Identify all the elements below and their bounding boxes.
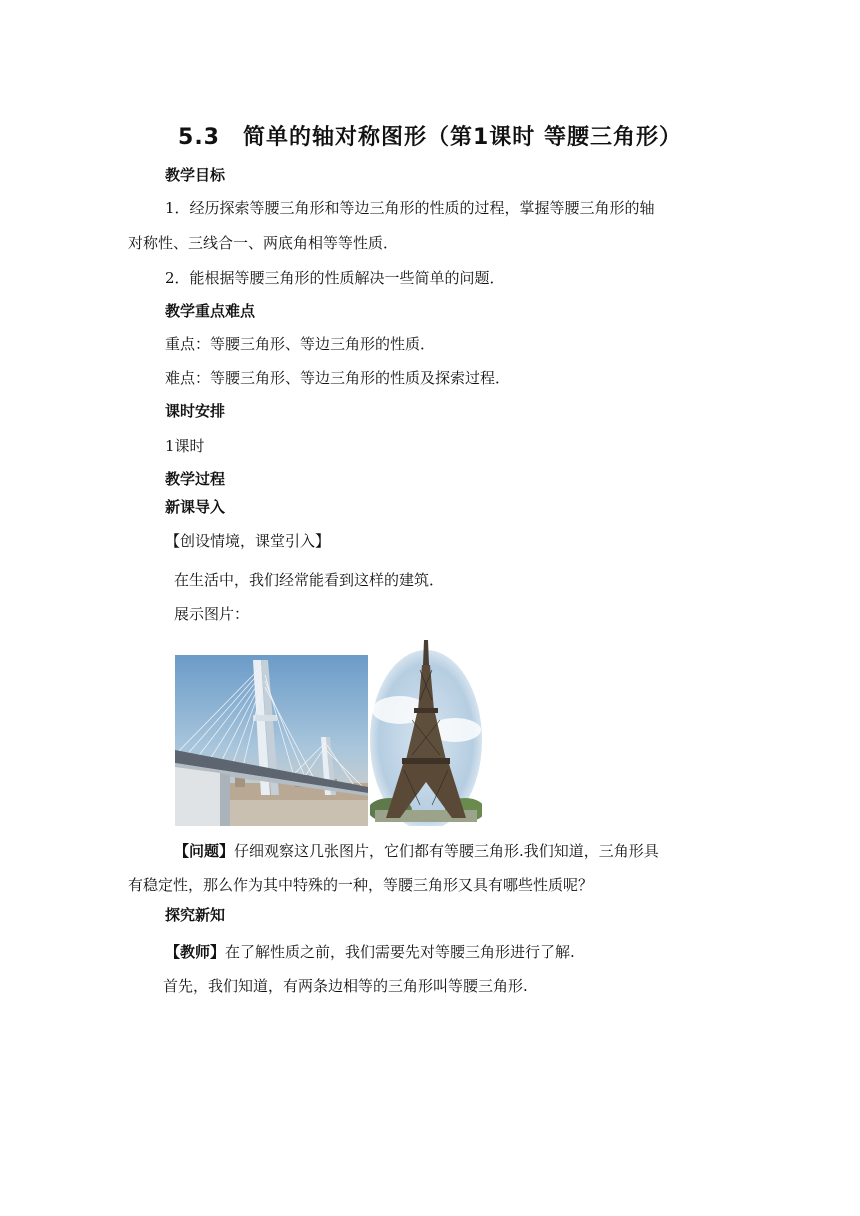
heading-key-points: 教学重点难点 (165, 302, 256, 320)
heading-teaching-goals: 教学目标 (165, 166, 226, 184)
heading-explore: 探究新知 (165, 906, 226, 924)
teacher-tag: 【教师】 (165, 943, 226, 961)
cable-stayed-bridge-image (175, 655, 368, 826)
show-pictures-label: 展示图片： (174, 605, 250, 623)
question-tag: 【问题】 (174, 842, 235, 860)
eiffel-tower-image (370, 640, 482, 826)
question-line-1 (174, 841, 659, 861)
question-line-2: 有稳定性，那么作为其中特殊的一种，等腰三角形又具有哪些性质呢？ (128, 876, 594, 894)
scene-tag: 【创设情境，课堂引入】 (165, 532, 331, 550)
question-text-1: 仔细观察这几张图片，它们都有等腰三角形.我们知道，三角形具 (234, 842, 659, 860)
teacher-line (165, 942, 575, 962)
teacher-text: 在了解性质之前，我们需要先对等腰三角形进行了解. (225, 943, 575, 961)
page-title: 5.3 简单的轴对称图形（第1课时 等腰三角形） (178, 125, 682, 150)
definition-line: 首先，我们知道，有两条边相等的三角形叫等腰三角形. (163, 977, 528, 995)
life-sentence: 在生活中，我们经常能看到这样的建筑． (174, 571, 445, 589)
difficult-point: 难点：等腰三角形、等边三角形的性质及探索过程． (165, 369, 511, 387)
goal-1-line-1: 1．经历探索等腰三角形和等边三角形的性质的过程，掌握等腰三角形的轴 (165, 199, 655, 217)
key-point: 重点：等腰三角形、等边三角形的性质． (165, 335, 436, 353)
heading-new-lesson-intro: 新课导入 (165, 498, 226, 516)
goal-2: 2．能根据等腰三角形的性质解决一些简单的问题． (165, 269, 505, 287)
schedule-text: 1课时 (165, 437, 205, 455)
heading-teaching-process: 教学过程 (165, 470, 226, 488)
heading-schedule: 课时安排 (165, 402, 226, 420)
goal-1-line-2: 对称性、三线合一、两底角相等等性质． (128, 234, 399, 252)
